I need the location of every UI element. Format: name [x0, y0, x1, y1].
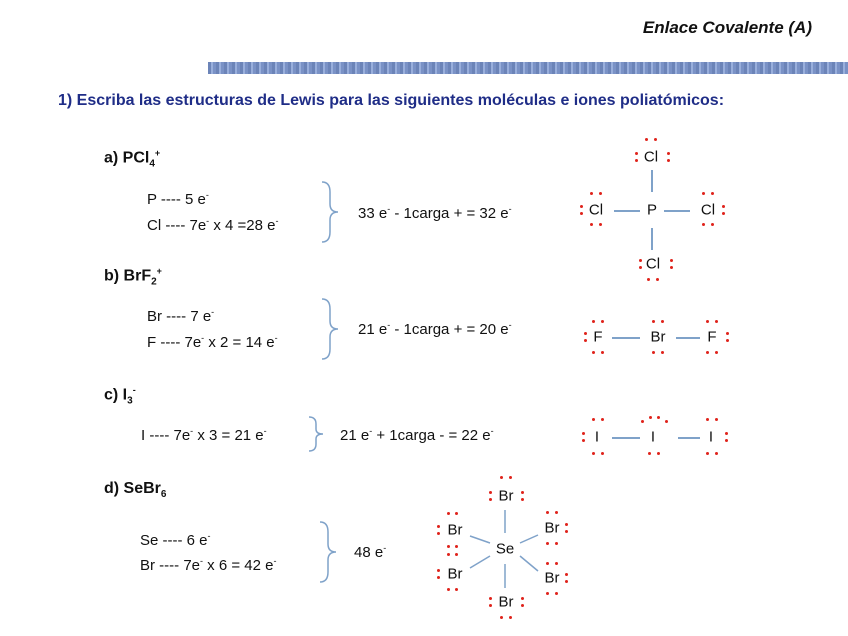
part-c-line-1-sup: - — [190, 426, 194, 436]
part-b-calc-b: - 1carga + = 20 e — [390, 321, 509, 338]
part-a-charge: + — [154, 148, 161, 158]
part-d-calc-a: 48 e — [354, 544, 384, 561]
lone-pair-dot — [455, 553, 458, 556]
lewis-atom-f-right: F — [707, 328, 717, 346]
part-a-calc-sup2: - — [508, 204, 512, 214]
part-a-line-2-sup2: - — [275, 216, 279, 226]
lewis-atom-f-left: F — [593, 328, 603, 346]
lone-pair-dot — [447, 545, 450, 548]
lewis-atom-br-lower-right: Br — [544, 569, 560, 587]
part-a-subscript: 4 — [149, 158, 155, 170]
part-a-calc-sup: - — [387, 204, 391, 214]
lewis-atom-br-top: Br — [498, 487, 514, 505]
part-c-calc-a: 21 e — [340, 427, 370, 444]
lone-pair-dot — [555, 562, 558, 565]
lone-pair-dot — [455, 512, 458, 515]
lewis-atom-cl-top: Cl — [643, 148, 659, 166]
part-d-line-2-a: Br ---- 7e — [140, 557, 200, 574]
lone-pair-dot — [489, 498, 492, 501]
lone-pair-dot — [509, 476, 512, 479]
lewis-atom-br-upper-left: Br — [447, 521, 463, 539]
lone-pair-dot — [546, 511, 549, 514]
lone-pair-dot — [521, 498, 524, 501]
lewis-atom-se-center: Se — [495, 540, 515, 558]
lewis-atom-i-right: I — [708, 428, 714, 446]
lewis-atom-p-center: P — [646, 201, 658, 219]
part-c-charge: - — [132, 385, 136, 395]
lone-pair-dot — [555, 511, 558, 514]
part-d-subscript: 6 — [160, 489, 167, 501]
lewis-atom-cl-right: Cl — [700, 201, 716, 219]
lone-pair-dot — [455, 588, 458, 591]
lone-pair-dot — [489, 604, 492, 607]
lone-pair-dot — [521, 597, 524, 600]
part-b-calc-sup2: - — [508, 320, 512, 330]
lone-pair-dot — [489, 491, 492, 494]
part-b-line-2-b: x 2 = 14 e — [204, 334, 275, 351]
part-b-calc-sup: - — [387, 320, 391, 330]
part-b-title: b) BrF — [104, 267, 152, 285]
lone-pair-dot — [500, 476, 503, 479]
lewis-atom-cl-bottom: Cl — [645, 255, 661, 273]
part-c-calc-sup: - — [369, 426, 373, 436]
lone-pair-dot — [447, 553, 450, 556]
lone-pair-dot — [489, 597, 492, 600]
lone-pair-dot — [555, 542, 558, 545]
lewis-atom-br-lower-left: Br — [447, 565, 463, 583]
part-b-line-2-sup2: - — [274, 333, 278, 343]
part-a-title: a) PCl — [104, 149, 150, 167]
lewis-atom-br-center: Br — [650, 328, 666, 346]
part-d-line-1-sup: - — [207, 531, 211, 541]
part-d-line-2-sup: - — [200, 556, 203, 566]
part-d-calc-sup: - — [383, 543, 387, 553]
lone-pair-dot — [500, 616, 503, 619]
lone-pair-dot — [437, 532, 440, 535]
part-a-calc-a: 33 e — [358, 205, 388, 222]
question-text: 1) Escriba las estructuras de Lewis para las siguientes moléculas e iones poliatómicos: — [58, 92, 725, 109]
part-a-line-1-text: P ---- 5 e — [147, 191, 206, 208]
part-c-subscript: 3 — [127, 395, 133, 407]
part-c-line-1-sup2: - — [263, 426, 267, 436]
part-a-line-2-sup: - — [206, 216, 210, 226]
lone-pair-dot — [521, 491, 524, 494]
lone-pair-dot — [521, 604, 524, 607]
part-b-charge: + — [156, 266, 162, 276]
part-b-calc-a: 21 e — [358, 321, 388, 338]
lone-pair-dot — [565, 580, 568, 583]
part-b-subscript: 2 — [151, 276, 157, 288]
lone-pair-dot — [565, 523, 568, 526]
lone-pair-dot — [546, 562, 549, 565]
lone-pair-dot — [509, 616, 512, 619]
lewis-atom-i-center: I — [650, 428, 656, 446]
part-c-calc-b: + 1carga - = 22 e — [372, 427, 491, 444]
lewis-atom-i-left: I — [594, 428, 600, 446]
part-b-line-2-a: F ---- 7e — [147, 334, 202, 351]
lone-pair-dot — [546, 542, 549, 545]
lone-pair-dot — [447, 512, 450, 515]
page-title: Enlace Covalente (A) — [642, 18, 812, 37]
lewis-atom-br-bottom: Br — [498, 593, 514, 611]
part-c-line-1-b: x 3 = 21 e — [193, 427, 264, 444]
part-b-line-2-sup: - — [201, 333, 205, 343]
lone-pair-dot — [437, 576, 440, 579]
lone-pair-dot — [455, 545, 458, 548]
lone-pair-dot — [546, 592, 549, 595]
part-d-title: d) SeBr — [104, 480, 161, 497]
lone-pair-dot — [437, 569, 440, 572]
lone-pair-dot — [565, 530, 568, 533]
part-b-line-1-sup: - — [211, 307, 215, 317]
part-a-line-2-b: x 4 =28 e — [209, 217, 276, 234]
lewis-atom-br-upper-right: Br — [544, 519, 560, 537]
part-c-calc-sup2: - — [490, 426, 494, 436]
part-c-title: c) I — [104, 386, 128, 404]
part-d-line-2-b: x 6 = 42 e — [203, 557, 274, 574]
part-a-calc-b: - 1carga + = 32 e — [390, 205, 509, 222]
part-c-line-1-a: I ---- 7e — [141, 427, 191, 444]
part-b-line-1-text: Br ---- 7 e — [147, 308, 212, 325]
lone-pair-dot — [555, 592, 558, 595]
lone-pair-dot — [437, 525, 440, 528]
part-a-line-2-a: Cl ---- 7e — [147, 217, 207, 234]
lone-pair-dot — [565, 573, 568, 576]
lone-pair-dot — [447, 588, 450, 591]
part-d-line-1-text: Se ---- 6 e — [140, 532, 208, 549]
lewis-atom-cl-left: Cl — [588, 201, 604, 219]
part-d-line-2-sup2: - — [273, 556, 277, 566]
part-a-line-1-sup: - — [205, 190, 209, 200]
